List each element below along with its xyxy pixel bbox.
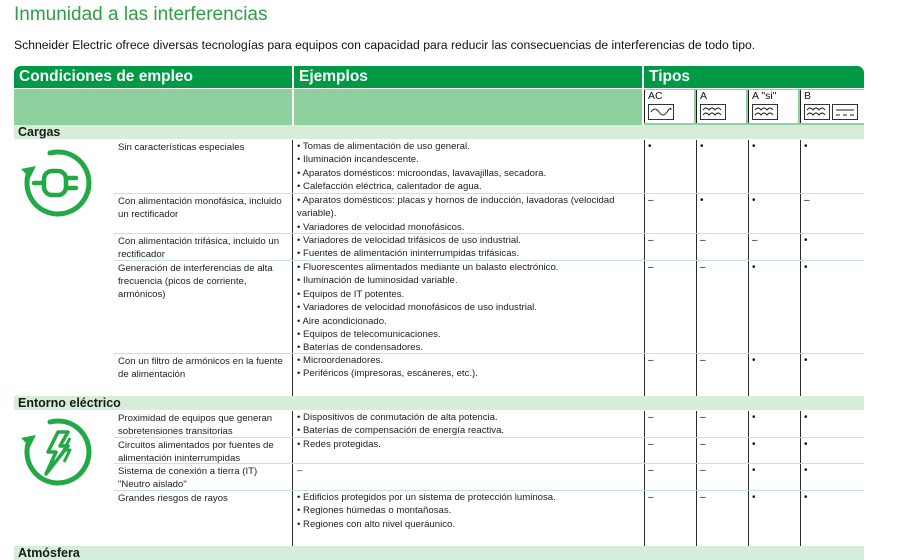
tipo-a-si [748, 90, 798, 123]
type-mark: – [648, 195, 654, 206]
tipo-ac [644, 90, 694, 123]
example-item: • Iluminación de luminosidad variable. [297, 275, 458, 287]
column-divider [748, 140, 749, 396]
subheader-ejemplos [294, 89, 642, 125]
column-divider [644, 411, 645, 546]
examples-cell [297, 464, 642, 477]
condition-cell: Grandes riesgos de rayos [118, 493, 228, 504]
type-mark: – [648, 355, 654, 366]
column-divider [292, 411, 293, 546]
header-tipos: Tipos [644, 66, 864, 88]
example-item: • Dispositivos de conmutación de alta potencia. [297, 412, 498, 423]
tipo-ac-label: AC [648, 90, 663, 102]
type-mark: • [752, 412, 756, 423]
type-mark: – [648, 262, 654, 273]
examples-cell [297, 140, 642, 194]
intro-text: Schneider Electric ofrece diversas tecnologías para equipos con capacidad para reducir las consecuencias de interferencias de todo tipo. [14, 38, 756, 52]
pulsating-wave-icon [752, 104, 778, 120]
type-mark: – [700, 355, 706, 366]
example-item: • Tomas de alimentación de uso general. [297, 141, 470, 152]
column-divider [696, 140, 697, 396]
column-divider [292, 140, 293, 396]
condition-cell: Con alimentación trifásica, incluido un rectificador [118, 236, 280, 260]
section-atmosfera: Atmósfera [14, 546, 864, 560]
pulsating-wave-icon [804, 104, 830, 120]
examples-cell [297, 354, 642, 381]
example-item: • Iluminación incandescente. [297, 154, 419, 166]
tipo-a [696, 90, 746, 123]
section-entorno: Entorno eléctrico [14, 396, 864, 410]
example-item: • Aparatos domésticos: placas y hornos de inducción, lavadoras (velocidad variable). [297, 195, 615, 220]
condition-cell: Sistema de conexión a tierra (IT) "Neutro aislado" [118, 466, 258, 490]
type-mark: – [700, 262, 706, 273]
type-mark: – [700, 412, 706, 423]
type-mark: • [804, 235, 808, 246]
lightning-cycle-icon [20, 416, 96, 493]
type-mark: – [700, 235, 706, 246]
examples-cell [297, 194, 642, 234]
type-mark: – [648, 235, 654, 246]
type-mark: • [804, 262, 808, 273]
type-mark: – [804, 195, 810, 206]
type-mark: • [804, 465, 808, 476]
type-mark: • [700, 195, 704, 206]
examples-cell [297, 438, 642, 451]
example-item: • Aire acondicionado. [297, 315, 387, 327]
type-mark: • [648, 141, 652, 152]
column-divider [800, 140, 801, 396]
type-mark: • [752, 141, 756, 152]
type-mark: • [752, 492, 756, 503]
header-condiciones: Condiciones de empleo [14, 66, 292, 88]
example-item: – [297, 465, 303, 476]
condition-cell: Generación de interferencias de alta frecuencia (picos de corriente, armónicos) [118, 263, 273, 300]
type-mark: – [752, 235, 758, 246]
example-item: • Edificios protegidos por un sistema de protección luminosa. [297, 492, 556, 503]
subheader-condiciones [14, 89, 292, 125]
condition-cell: Proximidad de equipos que generan sobretensiones transitorias [118, 413, 273, 437]
condition-cell: Circuitos alimentados por fuentes de alimentación ininterrumpidas [118, 440, 274, 464]
example-item: • Redes protegidas. [297, 439, 381, 450]
example-item: • Variadores de velocidad trifásicos de uso industrial. [297, 235, 521, 246]
column-divider [644, 140, 645, 396]
type-mark: – [700, 439, 706, 450]
type-mark: • [752, 465, 756, 476]
example-item: • Calefacción eléctrica, calentador de agua. [297, 181, 482, 193]
pulsating-wave-icon [700, 104, 726, 120]
type-mark: • [804, 355, 808, 366]
header-ejemplos: Ejemplos [294, 66, 642, 88]
example-item: • Regiones húmedas o montañosas. [297, 505, 452, 517]
page-title: Inmunidad a las interferencias [14, 4, 268, 25]
type-mark: • [752, 355, 756, 366]
type-mark: – [648, 412, 654, 423]
plug-cycle-icon [20, 147, 96, 224]
type-mark: • [752, 439, 756, 450]
type-mark: • [804, 492, 808, 503]
examples-cell [297, 261, 642, 355]
type-mark: – [648, 439, 654, 450]
tipo-b-label: B [804, 90, 812, 102]
examples-cell [297, 491, 642, 531]
column-divider [800, 411, 801, 546]
condition-cell: Sin características especiales [118, 142, 245, 153]
type-mark: – [648, 465, 654, 476]
column-divider [748, 411, 749, 546]
examples-cell [297, 411, 642, 438]
example-item: • Equipos de telecomunicaciones. [297, 329, 441, 341]
example-item: • Variadores de velocidad monofásicos de uso industrial. [297, 302, 537, 314]
type-mark: • [700, 141, 704, 152]
examples-cell [297, 234, 642, 261]
example-item: • Equipos de IT potentes. [297, 288, 405, 300]
condition-cell: Con un filtro de armónicos en la fuente de alimentación [118, 356, 283, 380]
section-cargas: Cargas [14, 125, 864, 139]
tipo-a-si-label: A "si" [752, 90, 777, 102]
type-mark: – [700, 492, 706, 503]
condition-cell: Con alimentación monofásica, incluido un rectificador [118, 196, 282, 220]
type-mark: • [804, 141, 808, 152]
example-item: • Fluorescentes alimentados mediante un balasto electrónico. [297, 262, 559, 273]
example-item: • Fuentes de alimentación ininterrumpidas trifásicas. [297, 248, 519, 260]
example-item: • Regiones con alto nivel queráunico. [297, 518, 456, 530]
type-mark: • [804, 412, 808, 423]
column-divider [696, 411, 697, 546]
type-mark: – [648, 492, 654, 503]
type-mark: – [700, 465, 706, 476]
example-item: • Baterías de condensadores. [297, 342, 424, 354]
type-mark: • [752, 195, 756, 206]
tipo-b [800, 90, 864, 123]
dc-symbol-icon [832, 104, 858, 120]
example-item: • Microordenadores. [297, 355, 384, 366]
example-item: • Aparatos domésticos: microondas, lavavajillas, secadora. [297, 167, 547, 179]
tipo-a-label: A [700, 90, 708, 102]
example-item: • Baterías de compensación de energía reactiva. [297, 425, 505, 437]
type-mark: • [804, 439, 808, 450]
example-item: • Periféricos (impresoras, escáneres, etc.). [297, 368, 478, 380]
sine-wave-icon [648, 104, 674, 120]
type-mark: • [752, 262, 756, 273]
example-item: • Variadores de velocidad monofásicos. [297, 221, 465, 233]
